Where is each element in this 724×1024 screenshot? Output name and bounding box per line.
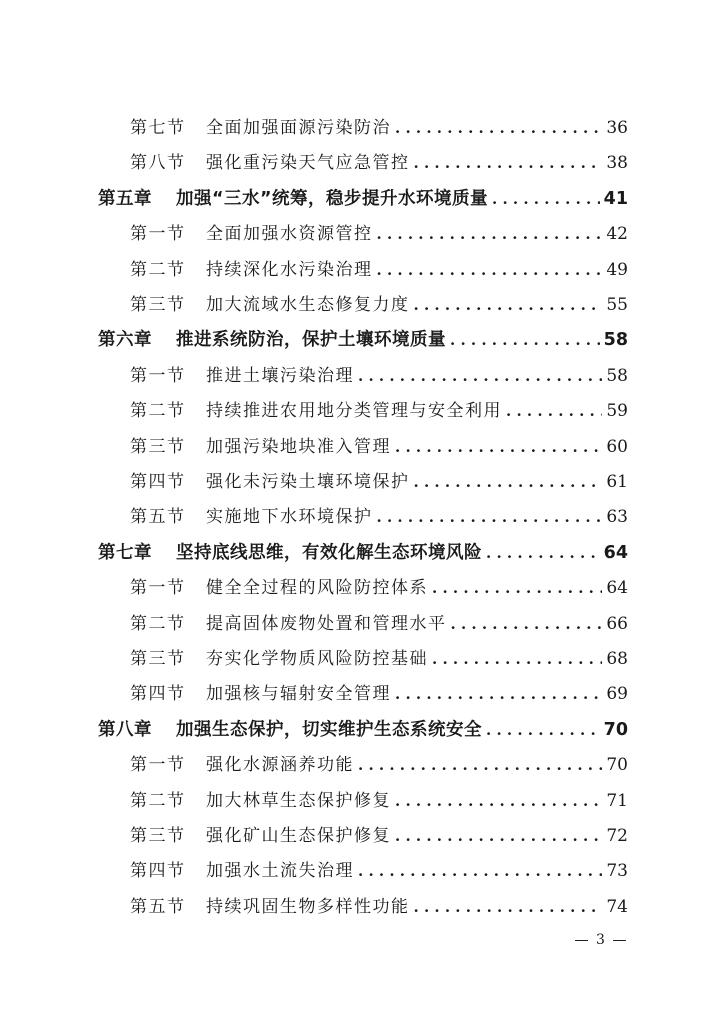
toc-entry-number: 第五章 [98,189,152,209]
toc-dot-leader [414,467,603,497]
toc-section-entry[interactable] [130,609,628,639]
toc-section-entry[interactable] [130,467,628,497]
toc-entry-title: 加强污染地块准入管理 [206,437,391,457]
toc-section-entry[interactable] [130,113,628,143]
toc-dot-leader [377,219,603,249]
toc-section-entry[interactable] [130,573,628,603]
toc-entry-page: 64 [603,543,628,563]
toc-section-entry[interactable] [130,290,628,320]
toc-entry-title: 推进系统防治，保护土壤环境质量 [176,330,446,350]
toc-dot-leader [395,821,602,851]
toc-section-entry[interactable] [130,255,628,285]
toc-entry-title: 加强生态保护，切实维护生态系统安全 [176,720,482,740]
toc-entry-number: 第三节 [130,826,186,846]
toc-dot-leader [432,644,602,674]
toc-dot-leader [492,184,600,214]
toc-entry-page: 70 [603,720,628,740]
toc-section-entry[interactable] [130,892,628,922]
toc-dot-leader [506,396,602,426]
toc-entry-number: 第一节 [130,755,186,775]
toc-dot-leader [486,715,600,745]
toc-section-entry[interactable] [130,679,628,709]
toc-entry-title: 持续深化水污染治理 [206,260,373,280]
toc-entry-page: 55 [606,295,628,315]
toc-entry-page: 66 [606,614,628,634]
toc-dot-leader [414,892,603,922]
toc-entry-title: 加强核与辐射安全管理 [206,684,391,704]
toc-entry-title: 提高固体废物处置和管理水平 [206,614,447,634]
toc-entry-number: 第一节 [130,366,186,386]
toc-entry-page: 59 [606,401,628,421]
toc-chapter-entry[interactable] [98,715,628,745]
toc-entry-number: 第八章 [98,720,152,740]
toc-section-entry[interactable] [130,856,628,886]
toc-section-entry[interactable] [130,219,628,249]
toc-entry-page: 71 [606,791,628,811]
toc-entry-title: 坚持底线思维，有效化解生态环境风险 [176,543,482,563]
toc-entry-title: 加强水土流失治理 [206,861,354,881]
toc-dot-leader [395,679,602,709]
footer-page-number: 3 [596,932,605,948]
toc-dot-leader [358,361,602,391]
page-footer [575,932,635,948]
toc-entry-title: 加强“三水”统筹，稳步提升水环境质量 [176,189,489,209]
toc-dot-leader [377,502,603,532]
toc-entry-page: 36 [606,118,628,138]
toc-entry-title: 强化重污染天气应急管控 [206,153,410,173]
toc-section-entry[interactable] [130,432,628,462]
toc-entry-page: 61 [606,472,628,492]
toc-entry-page: 49 [606,260,628,280]
toc-chapter-entry[interactable] [98,538,628,568]
toc-entry-number: 第二节 [130,614,186,634]
toc-entry-page: 38 [606,153,628,173]
toc-dot-leader [432,573,602,603]
toc-entry-number: 第四节 [130,861,186,881]
toc-entry-page: 60 [606,437,628,457]
toc-entry-page: 63 [606,507,628,527]
toc-dot-leader [450,325,600,355]
toc-entry-page: 58 [603,330,628,350]
toc-entry-title: 加大流域水生态修复力度 [206,295,410,315]
toc-entry-page: 42 [606,224,628,244]
toc-entry-page: 41 [603,189,628,209]
toc-chapter-entry[interactable] [98,184,628,214]
toc-chapter-entry[interactable] [98,325,628,355]
toc-dot-leader [414,290,603,320]
toc-entry-number: 第五节 [130,507,186,527]
toc-entry-number: 第二节 [130,791,186,811]
toc-entry-number: 第四节 [130,684,186,704]
toc-entry-number: 第六章 [98,330,152,350]
toc-section-entry[interactable] [130,786,628,816]
toc-dot-leader [451,609,603,639]
toc-entry-number: 第七章 [98,543,152,563]
toc-dot-leader [414,148,603,178]
footer-dash-left [575,940,588,941]
toc-entry-title: 实施地下水环境保护 [206,507,373,527]
toc-entry-page: 73 [606,861,628,881]
toc-section-entry[interactable] [130,502,628,532]
toc-dot-leader [486,538,600,568]
toc-section-entry[interactable] [130,361,628,391]
toc-entry-title: 全面加强面源污染防治 [206,118,391,138]
toc-entry-title: 强化矿山生态保护修复 [206,826,391,846]
toc-section-entry[interactable] [130,148,628,178]
toc-entry-title: 夯实化学物质风险防控基础 [206,649,428,669]
toc-entry-page: 69 [606,684,628,704]
toc-entry-number: 第五节 [130,897,186,917]
toc-dot-leader [377,255,603,285]
toc-entry-page: 68 [606,649,628,669]
toc-entry-title: 强化水源涵养功能 [206,755,354,775]
toc-dot-leader [358,750,602,780]
toc-entry-number: 第三节 [130,649,186,669]
toc-entry-number: 第一节 [130,224,186,244]
toc-entry-page: 72 [606,826,628,846]
toc-entry-title: 加大林草生态保护修复 [206,791,391,811]
toc-entry-title: 推进土壤污染治理 [206,366,354,386]
toc-entry-title: 健全全过程的风险防控体系 [206,578,428,598]
toc-entry-title: 持续巩固生物多样性功能 [206,897,410,917]
toc-entry-title: 全面加强水资源管控 [206,224,373,244]
toc-entry-page: 64 [606,578,628,598]
footer-dash-right [613,940,626,941]
toc-entry-title: 持续推进农用地分类管理与安全利用 [206,401,502,421]
toc-entry-number: 第八节 [130,153,186,173]
toc-entry-page: 74 [606,897,628,917]
toc-entry-page: 58 [606,366,628,386]
toc-entry-page: 70 [606,755,628,775]
toc-section-entry[interactable] [130,396,628,426]
toc-entry-number: 第三节 [130,295,186,315]
toc-dot-leader [358,856,602,886]
toc-entry-number: 第三节 [130,437,186,457]
toc-entry-number: 第四节 [130,472,186,492]
toc-dot-leader [395,432,602,462]
toc-section-entry[interactable] [130,750,628,780]
toc-entry-number: 第二节 [130,260,186,280]
toc-entry-number: 第二节 [130,401,186,421]
toc-entry-number: 第一节 [130,578,186,598]
toc-section-entry[interactable] [130,821,628,851]
toc-section-entry[interactable] [130,644,628,674]
toc-dot-leader [395,786,602,816]
toc-entry-number: 第七节 [130,118,186,138]
toc-dot-leader [395,113,602,143]
toc-entry-title: 强化未污染土壤环境保护 [206,472,410,492]
